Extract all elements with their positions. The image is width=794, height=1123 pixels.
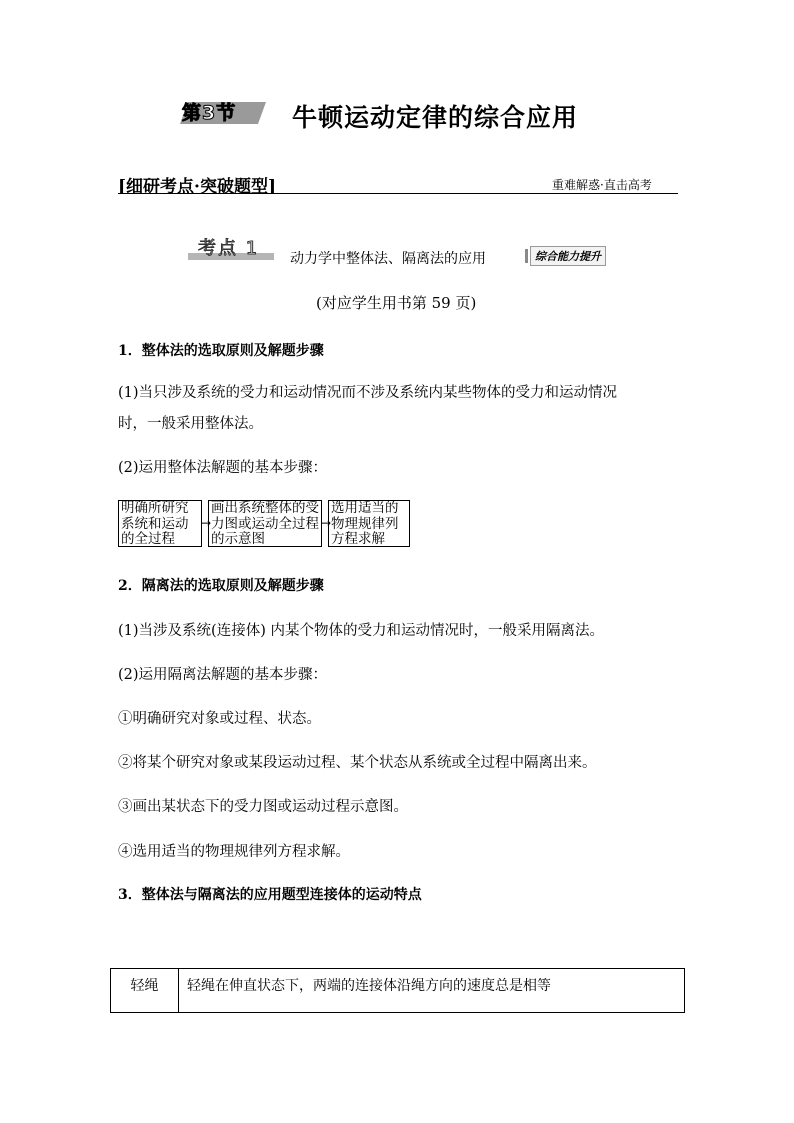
kaodian-badge <box>188 236 274 260</box>
ability-tag: 综合能力提升 <box>530 246 606 266</box>
section1-para1-line2: 时，一般采用整体法。 <box>118 416 263 432</box>
table-row-name: 轻绳 <box>111 969 179 1012</box>
section1-heading: 1．整体法的选取原则及解题步骤 <box>118 343 324 359</box>
connection-table <box>110 968 685 1013</box>
section1-para2: (2)运用整体法解题的基本步骤： <box>118 460 328 476</box>
flow-step-1: 明确所研究系统和运动的全过程 <box>118 500 202 547</box>
section2-step2: ②将某个研究对象或某段运动过程、某个状态从系统或全过程中隔离出来。 <box>118 755 597 771</box>
section2-para1: (1)当涉及系统(连接体) 内某个物体的受力和运动情况时，一般采用隔离法。 <box>118 623 604 639</box>
banner-left: [细研考点·突破题型] <box>118 177 277 197</box>
section-number-badge <box>178 98 262 124</box>
banner-right: 重难解惑·直击高考 <box>552 178 652 192</box>
kaodian-title: 动力学中整体法、隔离法的应用 <box>290 251 486 267</box>
section2-para2: (2)运用隔离法解题的基本步骤： <box>118 667 328 683</box>
section1-para1-line1: (1)当只涉及系统的受力和运动情况而不涉及系统内某些物体的受力和运动情况 <box>118 385 618 401</box>
section2-step3: ③画出某状态下的受力图或运动过程示意图。 <box>118 799 408 815</box>
flow-step-3: 选用适当的物理规律列方程求解 <box>328 500 410 547</box>
flow-arrow-1: → <box>201 516 212 530</box>
kaodian-badge-label: 考点 1 <box>198 238 260 259</box>
section2-step4: ④选用适当的物理规律列方程求解。 <box>118 844 350 860</box>
page-title: 牛顿运动定律的综合应用 <box>292 103 579 132</box>
section2-step1: ①明确研究对象或过程、状态。 <box>118 711 321 727</box>
flow-arrow-2: → <box>321 516 332 530</box>
section-number: 第3节 <box>182 102 237 124</box>
flow-step-2: 画出系统整体的受力图或运动全过程的示意图 <box>208 500 322 547</box>
page-reference: (对应学生用书第 59 页) <box>316 294 477 312</box>
section2-heading: 2．隔离法的选取原则及解题步骤 <box>118 578 324 594</box>
table-row-desc: 轻绳在伸直状态下，两端的连接体沿绳方向的速度总是相等 <box>187 978 551 994</box>
banner-divider <box>118 193 678 194</box>
section3-heading: 3．整体法与隔离法的应用题型连接体的运动特点 <box>118 887 422 903</box>
